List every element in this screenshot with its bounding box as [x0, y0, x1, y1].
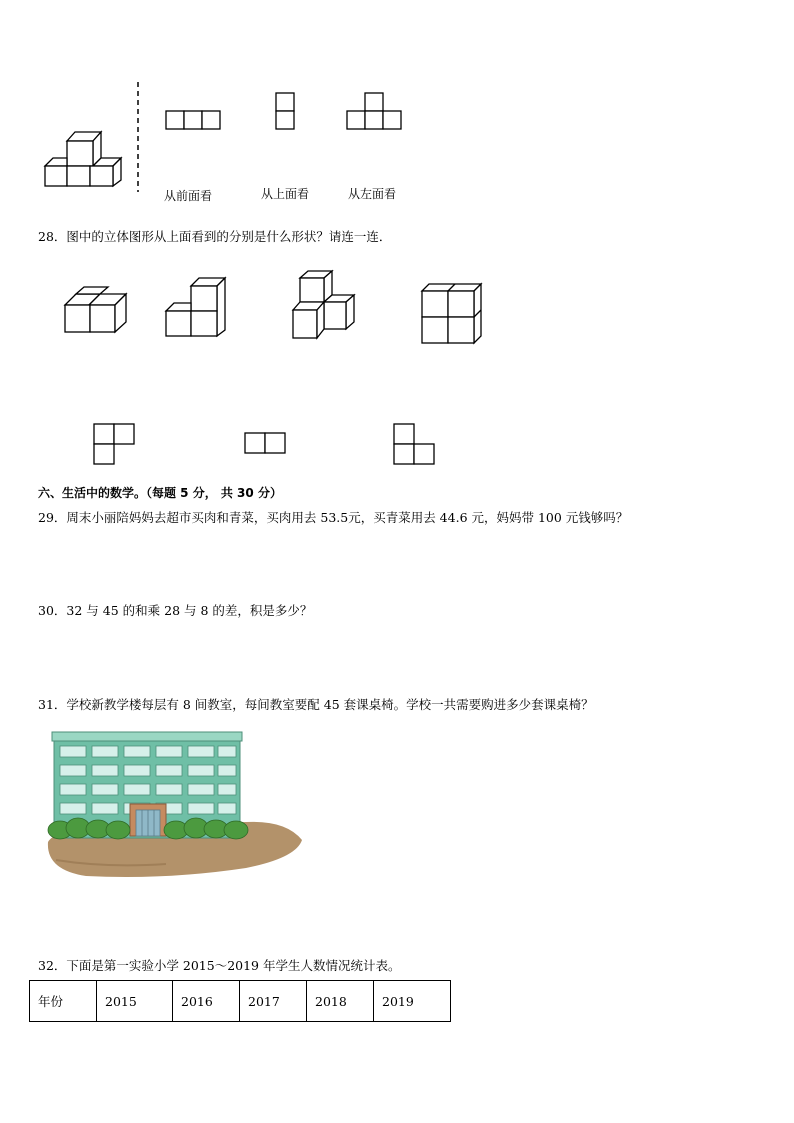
- caption-left-view: 从左面看: [348, 187, 397, 201]
- cube-stack-figure: [45, 128, 125, 188]
- top-view-option-1[interactable]: [93, 423, 135, 465]
- question-30: 30．32 与 45 的和乘 28 与 8 的差，积是多少？: [38, 603, 313, 618]
- table-cell: 2018: [307, 981, 374, 1022]
- section-6-title: 六、生活中的数学。（每题 5 分， 共 30 分）: [38, 486, 282, 500]
- left-view-shape: [346, 92, 402, 130]
- solid-figure-1: [64, 290, 128, 334]
- solid-figure-2: [165, 276, 227, 338]
- top-view-option-2[interactable]: [244, 432, 286, 454]
- caption-front-view: 从前面看: [164, 189, 213, 203]
- question-31: 31．学校新教学楼每层有 8 间教室，每间教室要配 45 套课桌椅。学校一共需要购进多少套课桌椅？: [38, 697, 594, 712]
- question-28: 28．图中的立体图形从上面看到的分别是什么形状？请连一连．: [38, 229, 392, 244]
- school-building-illustration: [46, 730, 304, 880]
- caption-top-view: 从上面看: [261, 187, 310, 201]
- table-cell-year-label: 年份: [30, 981, 97, 1022]
- solid-figure-3: [292, 270, 358, 340]
- table-cell: 2019: [374, 981, 451, 1022]
- solid-figure-4: [421, 283, 483, 345]
- top-view-shape: [275, 92, 295, 130]
- front-view-shape: [165, 110, 221, 130]
- student-count-table: [29, 980, 451, 1022]
- top-view-option-3[interactable]: [393, 423, 435, 465]
- table-cell: 2017: [240, 981, 307, 1022]
- dashed-divider: [136, 82, 140, 192]
- table-cell: 2015: [97, 981, 173, 1022]
- question-32: 32．下面是第一实验小学 2015～2019 年学生人数情况统计表。: [38, 958, 401, 973]
- table-cell: 2016: [173, 981, 240, 1022]
- question-29: 29．周末小丽陪妈妈去超市买肉和青菜，买肉用去 53.5元，买青菜用去 44.6 元，妈妈带 100 元钱够吗？: [38, 510, 629, 525]
- table-row: [30, 981, 451, 1022]
